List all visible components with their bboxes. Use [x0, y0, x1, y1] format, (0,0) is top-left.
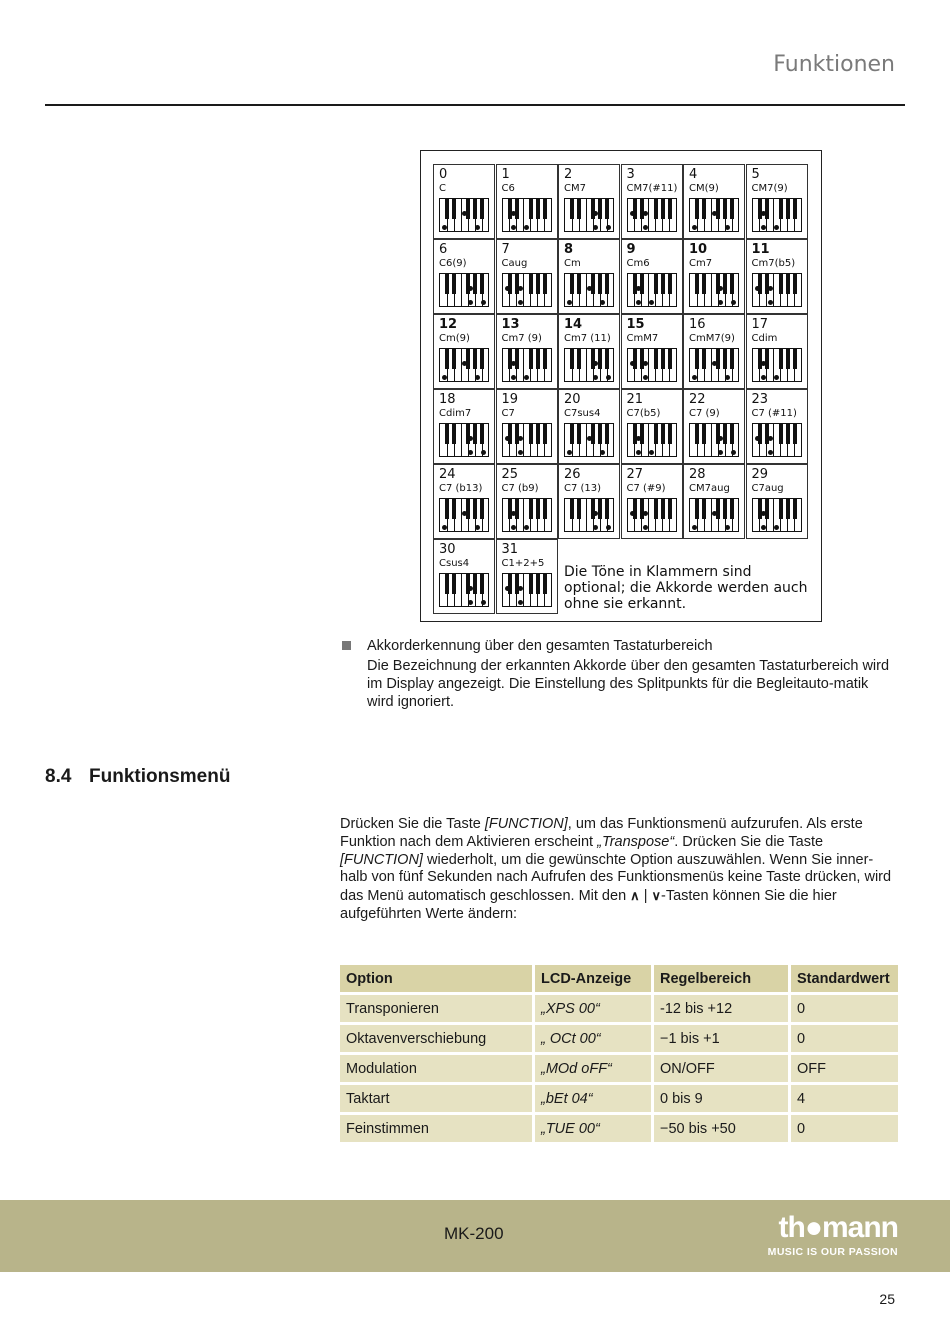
- chord-name: C7 (#9): [626, 483, 666, 494]
- chord-cell: [558, 464, 620, 539]
- chord-cell: [558, 389, 620, 464]
- chord-name: C7(b5): [626, 408, 661, 419]
- chord-number: 22: [689, 392, 706, 407]
- chord-number: 30: [439, 542, 456, 557]
- table-cell: Feinstimmen: [340, 1115, 532, 1142]
- chord-number: 13: [501, 317, 520, 332]
- table-cell: Transponieren: [340, 995, 532, 1022]
- table-header-cell: LCD-Anzeige: [535, 965, 651, 992]
- chord-name: CM7(#11): [626, 183, 678, 194]
- table-cell: „ OCt 00“: [535, 1025, 651, 1052]
- keyboard-icon: [689, 498, 739, 532]
- chord-name: CM7: [564, 183, 586, 194]
- chord-name: C7 (9): [689, 408, 720, 419]
- chord-name: Cm: [564, 258, 581, 269]
- table-cell: ON/OFF: [654, 1055, 788, 1082]
- chord-number: 18: [439, 392, 456, 407]
- table-cell: −1 bis +1: [654, 1025, 788, 1052]
- table-header-row: [340, 965, 898, 992]
- chord-number: 12: [439, 317, 458, 332]
- table-cell: −50 bis +50: [654, 1115, 788, 1142]
- chord-number: 10: [689, 242, 708, 257]
- chord-name: Caug: [501, 258, 528, 269]
- chord-cell: [496, 464, 558, 539]
- chord-cell: [433, 239, 495, 314]
- chord-name: C6(9): [439, 258, 467, 269]
- chord-number: 20: [564, 392, 581, 407]
- keyboard-icon: [439, 498, 489, 532]
- chord-name: C7: [501, 408, 515, 419]
- chord-cell: [683, 464, 745, 539]
- chord-name: C6: [501, 183, 515, 194]
- keyboard-icon: [502, 573, 552, 607]
- table-row: [340, 995, 898, 1022]
- chord-cell: [746, 464, 808, 539]
- chord-name: Cm6: [626, 258, 650, 269]
- chord-name: CmM7(9): [689, 333, 735, 344]
- chord-number: 23: [751, 392, 769, 407]
- chord-number: 5: [751, 167, 760, 182]
- keyboard-icon: [439, 573, 489, 607]
- chord-name: Csus4: [439, 558, 470, 569]
- chord-name: C7sus4: [564, 408, 601, 419]
- chord-cell: [433, 539, 495, 614]
- chord-number: 14: [564, 317, 583, 332]
- chord-number: 4: [689, 167, 698, 182]
- table-cell: Modulation: [340, 1055, 532, 1082]
- keyboard-icon: [627, 498, 677, 532]
- up-arrow-icon: ∧: [630, 888, 640, 904]
- keyboard-icon: [439, 423, 489, 457]
- table-cell: 4: [791, 1085, 898, 1112]
- chord-name: CmM7: [626, 333, 659, 344]
- keyboard-icon: [439, 348, 489, 382]
- chord-cell: [621, 464, 683, 539]
- table-cell: 0 bis 9: [654, 1085, 788, 1112]
- table-row: [340, 1055, 898, 1082]
- keyboard-icon: [752, 498, 802, 532]
- chord-cell: [433, 164, 495, 239]
- chord-name: Cm7(b5): [751, 258, 796, 269]
- table-header-cell: Option: [340, 965, 532, 992]
- chord-name: Cdim7: [439, 408, 472, 419]
- chord-number: 6: [439, 242, 448, 257]
- keyboard-icon: [752, 348, 802, 382]
- chord-name: CM7aug: [689, 483, 730, 494]
- chord-number: 24: [439, 467, 456, 482]
- keyboard-icon: [564, 348, 614, 382]
- chord-name: Cm7 (11): [564, 333, 611, 344]
- keyboard-icon: [689, 198, 739, 232]
- page-header-title: Funktionen: [773, 52, 895, 77]
- chord-cell: [621, 389, 683, 464]
- chord-number: 26: [564, 467, 581, 482]
- chord-number: 15: [626, 317, 645, 332]
- keyboard-icon: [752, 423, 802, 457]
- table-cell: 0: [791, 995, 898, 1022]
- chord-cell: [746, 239, 808, 314]
- chord-cell: [433, 314, 495, 389]
- chord-cell: [433, 464, 495, 539]
- chord-number: 16: [689, 317, 706, 332]
- chord-number: 17: [751, 317, 769, 332]
- down-arrow-icon: ∨: [651, 888, 662, 904]
- table-cell: -12 bis +12: [654, 995, 788, 1022]
- chord-cell: [558, 314, 620, 389]
- table-cell: OFF: [791, 1055, 898, 1082]
- chord-number: 27: [626, 467, 644, 482]
- chord-number: 9: [626, 242, 636, 257]
- chord-cell: [746, 314, 808, 389]
- section-heading: [45, 766, 230, 788]
- chord-cell: [746, 389, 808, 464]
- keyboard-icon: [689, 423, 739, 457]
- chord-number: 3: [626, 167, 635, 182]
- thomann-logo: [768, 1212, 898, 1258]
- chord-cell: [683, 164, 745, 239]
- chord-cell: [496, 539, 558, 614]
- chord-number: 2: [564, 167, 573, 182]
- table-header-cell: Standardwert: [791, 965, 898, 992]
- chord-name: C: [439, 183, 446, 194]
- chord-number: 8: [564, 242, 574, 257]
- options-table: [337, 962, 901, 1145]
- chord-cell: [558, 239, 620, 314]
- chord-number: 11: [751, 242, 770, 257]
- chord-name: C7 (13): [564, 483, 602, 494]
- bullet-text: Die Bezeichnung der erkannten Akkorde über den gesamten Tastaturbereich wird im Display angezeigt. Die Einstellung des Splitpunkts für die Begleitauto-matik wird ignoriert.: [367, 658, 890, 710]
- keyboard-icon: [689, 273, 739, 307]
- chord-name: CM7(9): [751, 183, 788, 194]
- keyboard-icon: [752, 198, 802, 232]
- keyboard-icon: [502, 348, 552, 382]
- bullet-heading: Akkorderkennung über den gesamten Tastaturbereich: [367, 638, 713, 654]
- chord-name: C7 (#11): [751, 408, 797, 419]
- keyboard-icon: [564, 198, 614, 232]
- chord-cell: [746, 164, 808, 239]
- logo-wordmark: th●mann: [778, 1211, 898, 1244]
- table-cell: Oktavenverschiebung: [340, 1025, 532, 1052]
- table-cell: „XPS 00“: [535, 995, 651, 1022]
- table-header-cell: Regelbereich: [654, 965, 788, 992]
- chord-cell: [433, 389, 495, 464]
- table-cell: 0: [791, 1115, 898, 1142]
- keyboard-icon: [564, 498, 614, 532]
- chord-number: 21: [626, 392, 644, 407]
- table-row: [340, 1115, 898, 1142]
- chord-name: Cdim: [751, 333, 778, 344]
- chord-cell: [683, 314, 745, 389]
- chord-name: Cm(9): [439, 333, 470, 344]
- keyboard-icon: [439, 273, 489, 307]
- table-cell: 0: [791, 1025, 898, 1052]
- table-cell: „MOd oFF“: [535, 1055, 651, 1082]
- table-cell: „TUE 00“: [535, 1115, 651, 1142]
- chord-number: 1: [501, 167, 510, 182]
- section-number: 8.4: [45, 766, 72, 787]
- keyboard-icon: [627, 423, 677, 457]
- chord-cell: [683, 239, 745, 314]
- chord-number: 25: [501, 467, 519, 482]
- bullet-square-icon: [342, 641, 351, 650]
- keyboard-icon: [439, 198, 489, 232]
- chord-cell: [496, 164, 558, 239]
- chord-cell: [621, 164, 683, 239]
- chord-name: C7 (b13): [439, 483, 483, 494]
- chord-cell: [496, 314, 558, 389]
- chord-number: 28: [689, 467, 706, 482]
- chord-name: C7aug: [751, 483, 784, 494]
- function-paragraph: Drücken Sie die Taste [FUNCTION], um das Funktionsmenü aufzurufen. Als erste Funktion nach dem Aktivieren erscheint „Transpose“. Drücken Sie die Taste [FUNCTION] wiederholt, um die gewünschte Option auszuwählen. Wenn Sie inner-halb von fünf Sekunden nach Aufrufen des Funktionsmenüs keine Taste drücken, wird das Menü automatisch geschlossen. Mit den ∧ | ∨-Tasten können Sie die hier aufgeführten Werte ändern:: [340, 816, 892, 922]
- chord-number: 19: [501, 392, 519, 407]
- chord-cell: [683, 389, 745, 464]
- keyboard-icon: [689, 348, 739, 382]
- keyboard-icon: [502, 198, 552, 232]
- logo-slogan: MUSIC IS OUR PASSION: [767, 1246, 898, 1258]
- chord-number: 29: [751, 467, 769, 482]
- table-row: [340, 1085, 898, 1112]
- section-title: Funktionsmenü: [89, 766, 231, 787]
- chord-chart: [420, 150, 822, 622]
- keyboard-icon: [502, 423, 552, 457]
- chord-name: Cm7 (9): [501, 333, 542, 344]
- chart-note: Die Töne in Klammern sind optional; die Akkorde werden auch ohne sie erkannt.: [564, 564, 808, 612]
- table-cell: Taktart: [340, 1085, 532, 1112]
- keyboard-icon: [564, 273, 614, 307]
- keyboard-icon: [627, 198, 677, 232]
- page-number: 25: [879, 1291, 895, 1307]
- chord-cell: [558, 164, 620, 239]
- table-cell: „bEt 04“: [535, 1085, 651, 1112]
- keyboard-icon: [564, 423, 614, 457]
- chord-number: 31: [501, 542, 519, 557]
- keyboard-icon: [752, 273, 802, 307]
- header-rule: [45, 104, 905, 106]
- chord-name: Cm7: [689, 258, 713, 269]
- chord-number: 7: [501, 242, 510, 257]
- chord-cell: [496, 389, 558, 464]
- chord-name: C1+2+5: [501, 558, 545, 569]
- keyboard-icon: [627, 273, 677, 307]
- chord-cell: [496, 239, 558, 314]
- chord-name: CM(9): [689, 183, 719, 194]
- keyboard-icon: [627, 348, 677, 382]
- table-row: [340, 1025, 898, 1052]
- chord-name: C7 (b9): [501, 483, 539, 494]
- chord-number: 0: [439, 167, 448, 182]
- keyboard-icon: [502, 273, 552, 307]
- chord-cell: [621, 239, 683, 314]
- chord-cell: [621, 314, 683, 389]
- keyboard-icon: [502, 498, 552, 532]
- footer-model: MK-200: [444, 1224, 504, 1243]
